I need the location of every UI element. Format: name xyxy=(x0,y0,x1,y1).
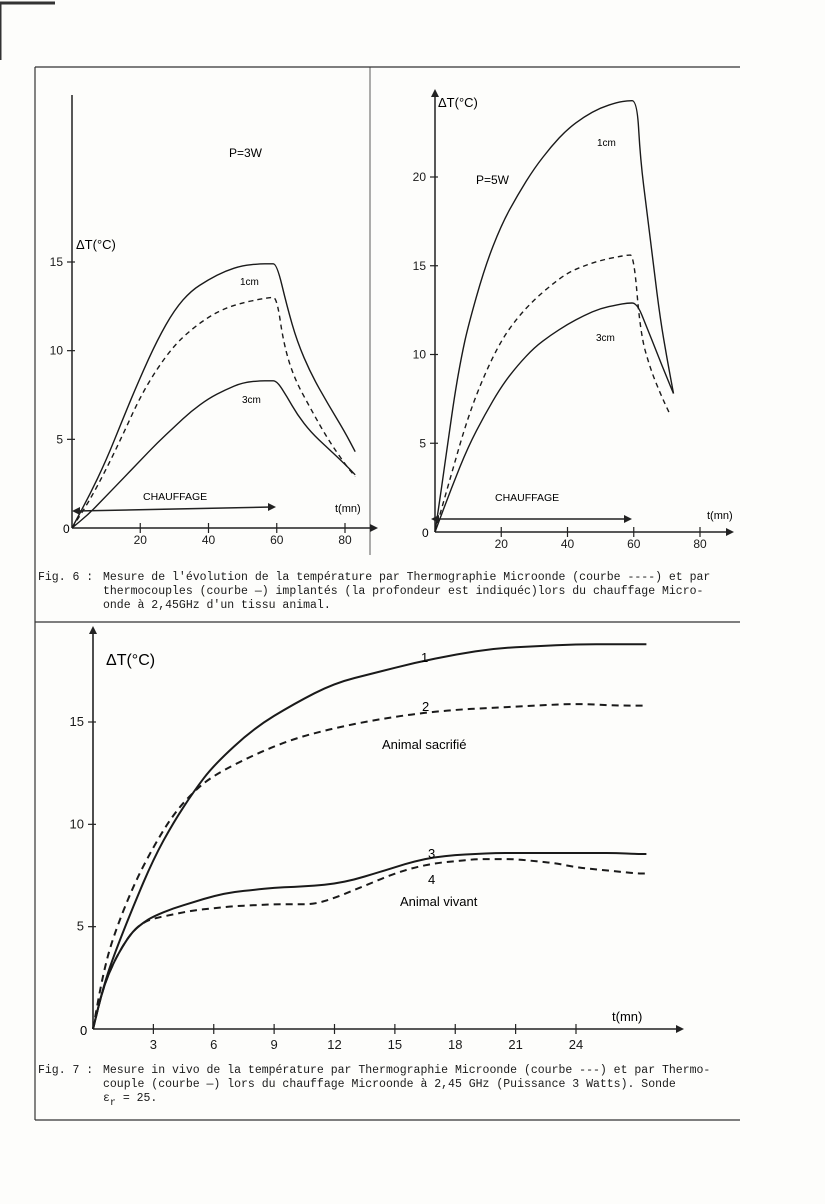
y-tick-label: 15 xyxy=(49,255,63,269)
fig6-caption-line: onde à 2,45GHz d'un tissu animal. xyxy=(103,599,331,612)
fig6-left-power: P=3W xyxy=(229,146,263,160)
x-tick-label: 15 xyxy=(387,1037,403,1052)
x-tick-label: 60 xyxy=(270,533,284,547)
fig6-right-heating: CHAUFFAGE xyxy=(495,492,560,504)
series-line-3 xyxy=(93,853,646,1029)
series-line-4 xyxy=(93,859,646,1029)
x-tick-label: 60 xyxy=(627,537,641,551)
fig6-right-origin: 0 xyxy=(422,526,429,540)
x-tick-label: 6 xyxy=(210,1037,218,1052)
fig7-caption-label: Fig. 7 : xyxy=(38,1064,94,1077)
fig6-left-heating-arrow xyxy=(76,507,272,511)
x-tick-label: 40 xyxy=(560,537,575,551)
fig6-right-power: P=5W xyxy=(476,173,510,187)
y-tick-label: 10 xyxy=(69,816,84,832)
x-tick-label: 3 xyxy=(149,1037,157,1052)
fig7-curve-number-4: 4 xyxy=(428,872,436,887)
series-line-dashed-1 xyxy=(72,298,355,529)
y-tick-label: 10 xyxy=(412,347,426,362)
x-tick-label: 20 xyxy=(494,537,508,551)
y-tick-label: 15 xyxy=(69,714,84,729)
fig7-chart xyxy=(70,626,684,1052)
fig6-right-chart xyxy=(413,89,734,551)
fig6-left-label-1cm: 1cm xyxy=(240,277,259,288)
x-axis-arrow xyxy=(676,1025,684,1033)
fig7-caption-eps-symbol: ε xyxy=(103,1092,110,1105)
fig7-caption-line: Mesure in vivo de la température par Thermographie Microonde (courbe ---) et par Thermo- xyxy=(103,1064,711,1077)
x-tick-label: 9 xyxy=(270,1037,278,1052)
x-tick-label: 20 xyxy=(133,533,147,547)
series-line-dashed-1 xyxy=(435,255,670,532)
fig7-curve-number-2: 2 xyxy=(422,699,430,714)
y-axis-arrow xyxy=(89,626,97,634)
fig6-left-chart xyxy=(50,95,378,547)
fig6-caption-line: thermocouples (courbe —) implantés (la profondeur est indiquéc)lors du chauffage Micro- xyxy=(103,585,704,598)
fig6-left-xlabel: t(mn) xyxy=(335,503,361,515)
fig6-right-label-1cm: 1cm xyxy=(597,138,616,149)
fig6-right-ylabel: ΔT(°C) xyxy=(438,95,478,110)
x-tick-label: 40 xyxy=(201,533,216,547)
fig7-origin: 0 xyxy=(80,1023,88,1038)
page-frame xyxy=(0,3,740,1120)
x-tick-label: 80 xyxy=(338,533,352,547)
fig6-right-arrow-head-right xyxy=(624,515,632,523)
series-line-1 xyxy=(93,644,646,1029)
y-tick-label: 5 xyxy=(76,918,84,934)
fig6-left-ylabel: ΔT(°C) xyxy=(76,237,116,252)
fig7-annotation-vivant: Animal vivant xyxy=(400,894,478,909)
fig6-left-origin: 0 xyxy=(63,522,70,536)
x-tick-label: 24 xyxy=(568,1037,584,1052)
fig6-left-arrow-head-right xyxy=(268,503,276,511)
fig7-caption-eps-sub: r xyxy=(109,1098,116,1109)
fig6-left-heating: CHAUFFAGE xyxy=(143,491,208,503)
x-tick-label: 18 xyxy=(448,1037,463,1052)
x-tick-label: 12 xyxy=(327,1037,342,1052)
fig7-curve-number-3: 3 xyxy=(428,846,436,861)
fig7-caption-eps-value: = 25. xyxy=(115,1092,158,1105)
x-axis-arrow xyxy=(726,528,734,536)
fig6-right-xlabel: t(mn) xyxy=(707,510,733,522)
y-tick-label: 15 xyxy=(412,258,426,273)
x-tick-label: 80 xyxy=(693,537,707,551)
fig6-left-arrow-head-left xyxy=(72,507,80,515)
series-line-2 xyxy=(93,704,646,1029)
fig7-caption-line: couple (courbe —) lors du chauffage Microonde à 2,45 GHz (Puissance 3 Watts). Sonde xyxy=(103,1078,676,1091)
y-tick-label: 5 xyxy=(419,436,426,451)
fig7-curve-number-1: 1 xyxy=(421,650,429,665)
fig7-annotation-sacrifie: Animal sacrifié xyxy=(382,737,467,752)
fig7-xlabel: t(mn) xyxy=(612,1009,643,1024)
series-line-3cm xyxy=(72,381,355,528)
fig6-caption-label: Fig. 6 : xyxy=(38,571,94,584)
fig6-caption-line: Mesure de l'évolution de la température par Thermographie Microonde (courbe ----) et par xyxy=(103,571,711,584)
y-tick-label: 10 xyxy=(49,343,63,358)
x-tick-label: 21 xyxy=(508,1037,523,1052)
fig6-right-label-3cm: 3cm xyxy=(596,333,615,344)
y-tick-label: 20 xyxy=(412,170,426,184)
fig6-left-label-3cm: 3cm xyxy=(242,395,261,406)
x-axis-arrow xyxy=(370,524,378,532)
series-line-1cm xyxy=(435,101,674,532)
fig7-caption-eps xyxy=(103,1092,157,1107)
y-tick-label: 5 xyxy=(56,432,63,447)
fig7-ylabel: ΔT(°C) xyxy=(106,652,156,669)
